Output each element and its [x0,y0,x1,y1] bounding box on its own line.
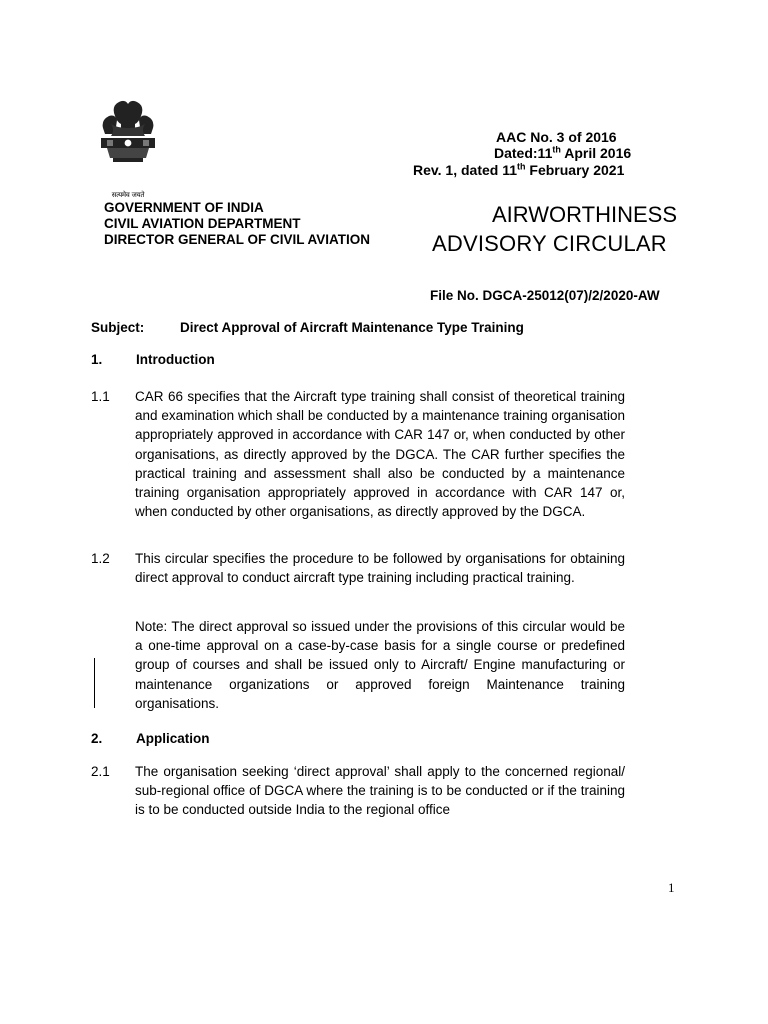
para-number: 1.2 [91,551,110,566]
document-title [432,200,677,258]
revision-change-bar [94,658,95,708]
state-emblem-of-india-icon [93,98,163,199]
page-number: 1 [668,880,675,895]
revision-line: Rev. 1, dated 11th February 2021 [413,161,625,178]
title-line-2: ADVISORY CIRCULAR [432,231,667,256]
title-line-1: AIRWORTHINESS [492,202,677,227]
para-1-2: This circular specifies the procedure to be followed by organisations for obtaining direct approval to conduct aircraft type training including practical training. [135,551,625,586]
file-number: File No. DGCA-25012(07)/2/2020-AW [430,288,660,303]
section-heading-application: Application [136,731,210,746]
emblem-motto: सत्यमेव जयते [111,191,145,199]
org-line-dgca: DIRECTOR GENERAL OF CIVIL AVIATION [104,232,371,247]
para-1-1: CAR 66 specifies that the Aircraft type training shall consist of theoretical training and examination which shall be conducted by a maintenance training organisation appropriately approved in accordance with CAR 147 or, when conducted by other organisations, as directly approved by the DGCA. The CAR further specifies the practical training and assessment shall also be conducted by a maintenance training organisation appropriately approved in accordance with CAR 147 or, when conducted by other organisations, as directly approved by the DGCA. [135,389,625,520]
org-line-government: GOVERNMENT OF INDIA [104,200,264,215]
section-heading-introduction: Introduction [136,352,215,367]
note-paragraph: Note: The direct approval so issued under the provisions of this circular would be a one-time approval on a case-by-case basis for a single course or predefined group of courses and shall be issued only to Aircraft/ Engine manufacturing or maintenance organizations or approved foreign Maintenance training organisations. [135,619,625,711]
subject-text: Direct Approval of Aircraft Maintenance Type Training [180,320,524,335]
para-2-1: The organisation seeking ‘direct approval’ shall apply to the concerned regional/ sub-regional office of DGCA where the training is to be conducted or if the training is to be conducted outside India to the regional office [135,764,625,818]
dated-line: Dated:11th April 2016 [494,144,632,161]
para-number: 2.1 [91,764,110,779]
org-line-department: CIVIL AVIATION DEPARTMENT [104,216,301,231]
section-number: 2. [91,731,103,746]
para-number: 1.1 [91,389,110,404]
organisation-block [104,200,370,248]
section-number: 1. [91,352,103,367]
aac-number: AAC No. 3 of 2016 [496,129,617,145]
subject-label: Subject: [91,320,145,335]
